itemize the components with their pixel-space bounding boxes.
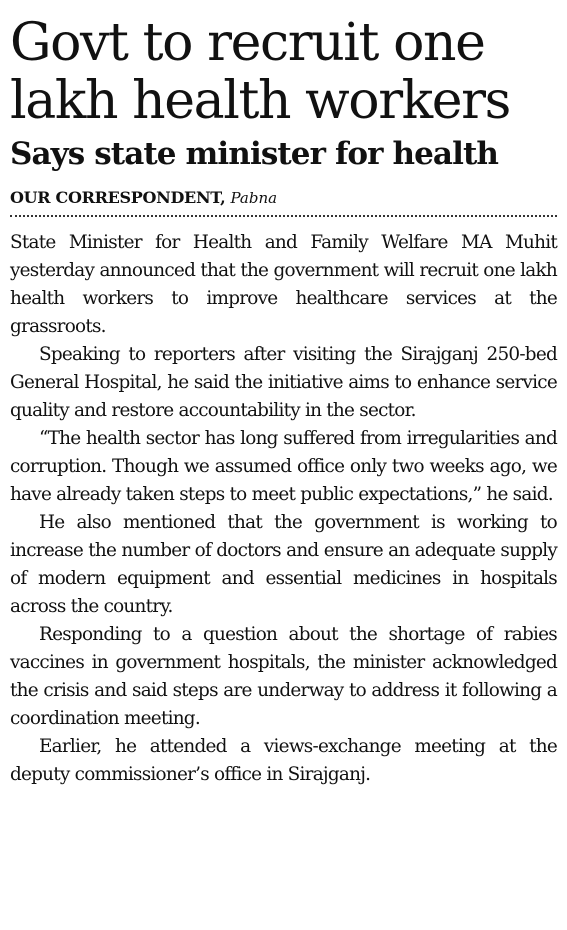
headline: Govt to recruit one lakh health workers (10, 13, 510, 131)
byline-author: OUR CORRESPONDENT, (10, 188, 226, 207)
article-paragraph-6: Earlier, he attended a views-exchange meeting at the deputy commissioner’s office in Sirajganj. (10, 736, 557, 785)
article-paragraph-4: He also mentioned that the government is working to increase the number of doctors and ensure an adequate supply of modern equipment and essential medicines in hospitals across the country. (10, 512, 557, 617)
article-paragraph-3: “The health sector has long suffered from irregularities and corruption. Though we assumed office only two weeks ago, we have already taken steps to meet public expectations,” he said. (10, 428, 557, 505)
article-paragraph-2: Speaking to reporters after visiting the Sirajganj 250-bed General Hospital, he said the initiative aims to enhance service quality and restore accountability in the sector. (10, 344, 557, 421)
article-body (10, 229, 557, 789)
byline-location: Pabna (230, 189, 278, 207)
article-paragraph-5: Responding to a question about the shortage of rabies vaccines in government hospitals, the minister acknowledged the crisis and said steps are underway to address it following a coordination meeting. (10, 624, 557, 729)
subheadline: Says state minister for health (10, 136, 499, 172)
dotted-divider (10, 215, 557, 217)
article-paragraph-1: State Minister for Health and Family Welfare MA Muhit yesterday announced that the government will recruit one lakh health workers to improve healthcare services at the grassroots. (10, 232, 557, 337)
byline (10, 187, 557, 209)
